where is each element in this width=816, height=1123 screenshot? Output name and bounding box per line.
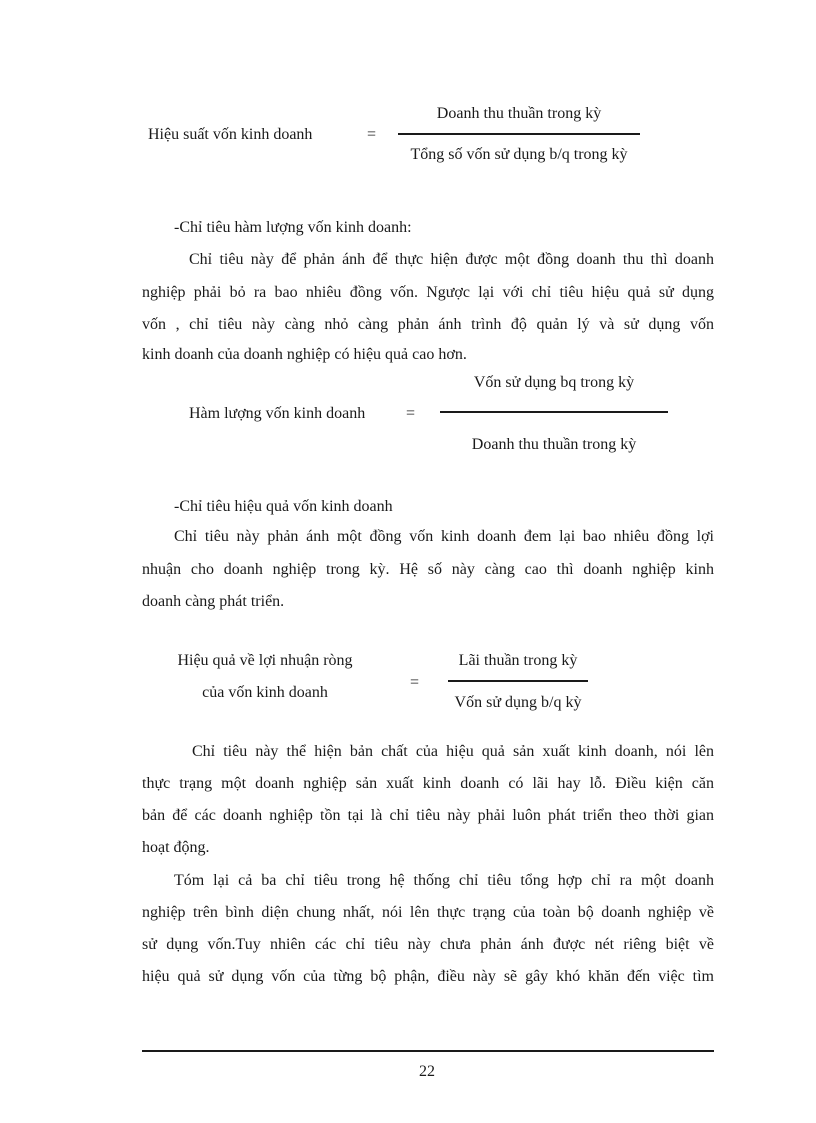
formula1-fraction-bar	[398, 133, 640, 135]
page-number: 22	[419, 1063, 435, 1080]
para-essence-line-3: bản để các doanh nghiệp tồn tại là chỉ tiêu này phải luôn phát triển theo thời gian	[142, 807, 714, 824]
section-hq-line-1: Chỉ tiêu này phản ánh một đồng vốn kinh doanh đem lại bao nhiêu đồng lợi	[174, 528, 714, 545]
formula1-label: Hiệu suất vốn kinh doanh	[148, 126, 313, 143]
formula3-label-line2: của vốn kinh doanh	[202, 684, 328, 701]
para-essence-line-4: hoạt động.	[142, 839, 210, 856]
para-summary-line-4: hiệu quả sử dụng vốn của từng bộ phận, điều này sẽ gây khó khăn đến việc tìm	[142, 968, 714, 985]
para-summary-line-1: Tóm lại cả ba chỉ tiêu trong hệ thống chỉ tiêu tổng hợp chỉ ra một doanh	[174, 872, 714, 889]
formula3-denominator: Vốn sử dụng b/q kỳ	[454, 694, 582, 711]
para-essence-line-1: Chỉ tiêu này thể hiện bản chất của hiệu quả sản xuất kinh doanh, nói lên	[192, 743, 714, 760]
formula1-numerator: Doanh thu thuần trong kỳ	[436, 105, 602, 122]
para-essence-line-2: thực trạng một doanh nghiệp sản xuất kinh doanh có lãi hay lỗ. Điều kiện căn	[142, 775, 714, 792]
section-hq-heading: -Chỉ tiêu hiệu quả vốn kinh doanh	[174, 498, 393, 515]
para-summary-line-3: sử dụng vốn.Tuy nhiên các chỉ tiêu này chưa phản ánh được nét riêng biệt về	[142, 936, 714, 953]
formula2-label: Hàm lượng vốn kinh doanh	[189, 405, 366, 422]
section-hlv-line-2: nghiệp phải bỏ ra bao nhiêu đồng vốn. Ngược lại với chỉ tiêu hiệu quả sử dụng	[142, 284, 714, 301]
formula2-fraction-bar	[440, 411, 668, 413]
formula3-numerator: Lãi thuần trong kỳ	[458, 652, 578, 669]
section-hlv-line-1: Chỉ tiêu này để phản ánh để thực hiện được một đồng doanh thu thì doanh	[189, 251, 714, 268]
formula2-equals: =	[406, 405, 416, 422]
footer-rule	[142, 1050, 714, 1052]
formula1-equals: =	[367, 126, 377, 143]
section-hq-line-2: nhuận cho doanh nghiệp trong kỳ. Hệ số này càng cao thì doanh nghiệp kinh	[142, 561, 714, 578]
formula3-equals: =	[410, 674, 420, 691]
formula1-denominator: Tổng số vốn sử dụng b/q trong kỳ	[410, 146, 628, 163]
formula2-denominator: Doanh thu thuần trong kỳ	[471, 436, 637, 453]
section-hlv-line-4: kinh doanh của doanh nghiệp có hiệu quả cao hơn.	[142, 346, 467, 363]
section-hq-line-3: doanh càng phát triển.	[142, 593, 285, 610]
formula3-fraction-bar	[448, 680, 588, 682]
formula3-label-line1: Hiệu quả về lợi nhuận ròng	[177, 652, 353, 669]
section-hlv-line-3: vốn , chỉ tiêu này càng nhỏ càng phản ánh trình độ quản lý và sử dụng vốn	[142, 316, 714, 333]
formula2-numerator: Vốn sử dụng bq trong kỳ	[473, 374, 635, 391]
section-hlv-heading: -Chỉ tiêu hàm lượng vốn kinh doanh:	[174, 219, 412, 236]
para-summary-line-2: nghiệp trên bình diện chung nhất, nói lên thực trạng của toàn bộ doanh nghiệp về	[142, 904, 714, 921]
